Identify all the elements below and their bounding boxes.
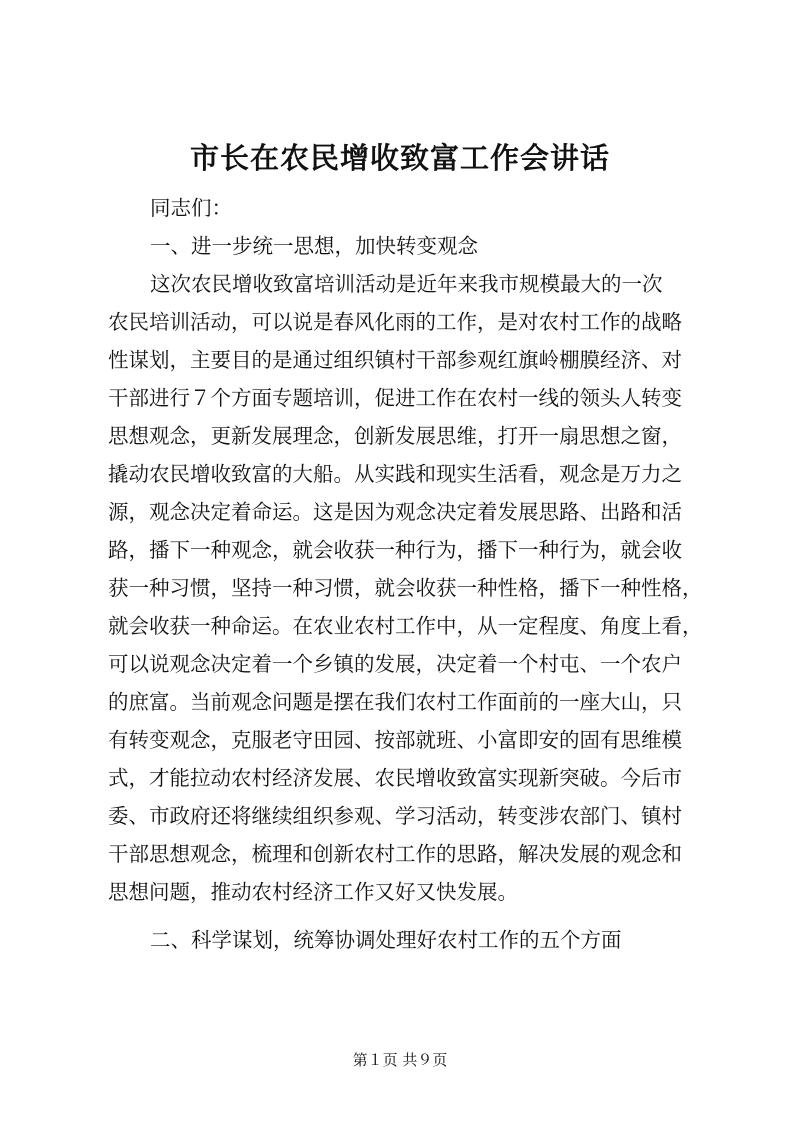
paragraph-line: 干部进行７个方面专题培训，促进工作在农村一线的领头人转变 [108, 386, 682, 410]
section-one-heading: 一、进一步统一思想，加快转变观念 [150, 234, 478, 258]
paragraph-line: 思想观念，更新发展理念，创新发展思维，打开一扇思想之窗， [108, 424, 682, 448]
paragraph-line: 的庶富。当前观念问题是摆在我们农村工作面前的一座大山，只 [108, 690, 682, 714]
paragraph-line: 这次农民增收致富培训活动是近年来我市规模最大的一次 [150, 272, 663, 296]
paragraph-line: 性谋划，主要目的是通过组织镇村干部参观红旗岭棚膜经济、对 [108, 348, 682, 372]
paragraph-line: 就会收获一种命运。在农业农村工作中，从一定程度、角度上看， [108, 614, 703, 638]
paragraph-line: 可以说观念决定着一个乡镇的发展，决定着一个村屯、一个农户 [108, 652, 682, 676]
paragraph-one [108, 265, 708, 911]
document-title: 市长在农民增收致富工作会讲话 [189, 141, 610, 175]
paragraph-line: 有转变观念，克服老守田园、按部就班、小富即安的固有思维模 [108, 728, 682, 752]
section-two-heading: 二、科学谋划，统筹协调处理好农村工作的五个方面 [150, 928, 622, 952]
paragraph-line: 农民培训活动，可以说是春风化雨的工作，是对农村工作的战略 [108, 310, 682, 334]
paragraph-line: 路，播下一种观念，就会收获一种行为，播下一种行为，就会收 [108, 538, 682, 562]
paragraph-line: 撬动农民增收致富的大船。从实践和现实生活看，观念是万力之 [108, 462, 682, 486]
greeting-line: 同志们： [150, 196, 232, 220]
paragraph-line: 干部思想观念，梳理和创新农村工作的思路，解决发展的观念和 [108, 842, 682, 866]
paragraph-line: 式，才能拉动农村经济发展、农民增收致富实现新突破。今后市 [108, 766, 682, 790]
page-footer: 第１页 共９页 [352, 1051, 448, 1069]
paragraph-line: 委、市政府还将继续组织参观、学习活动，转变涉农部门、镇村 [108, 804, 682, 828]
paragraph-line: 思想问题，推动农村经济工作又好又快发展。 [108, 880, 518, 904]
paragraph-line: 获一种习惯，坚持一种习惯，就会收获一种性格，播下一种性格， [108, 576, 703, 600]
document-body [108, 189, 708, 959]
paragraph-gap [108, 911, 708, 921]
paragraph-line: 源，观念决定着命运。这是因为观念决定着发展思路、出路和活 [108, 500, 682, 524]
